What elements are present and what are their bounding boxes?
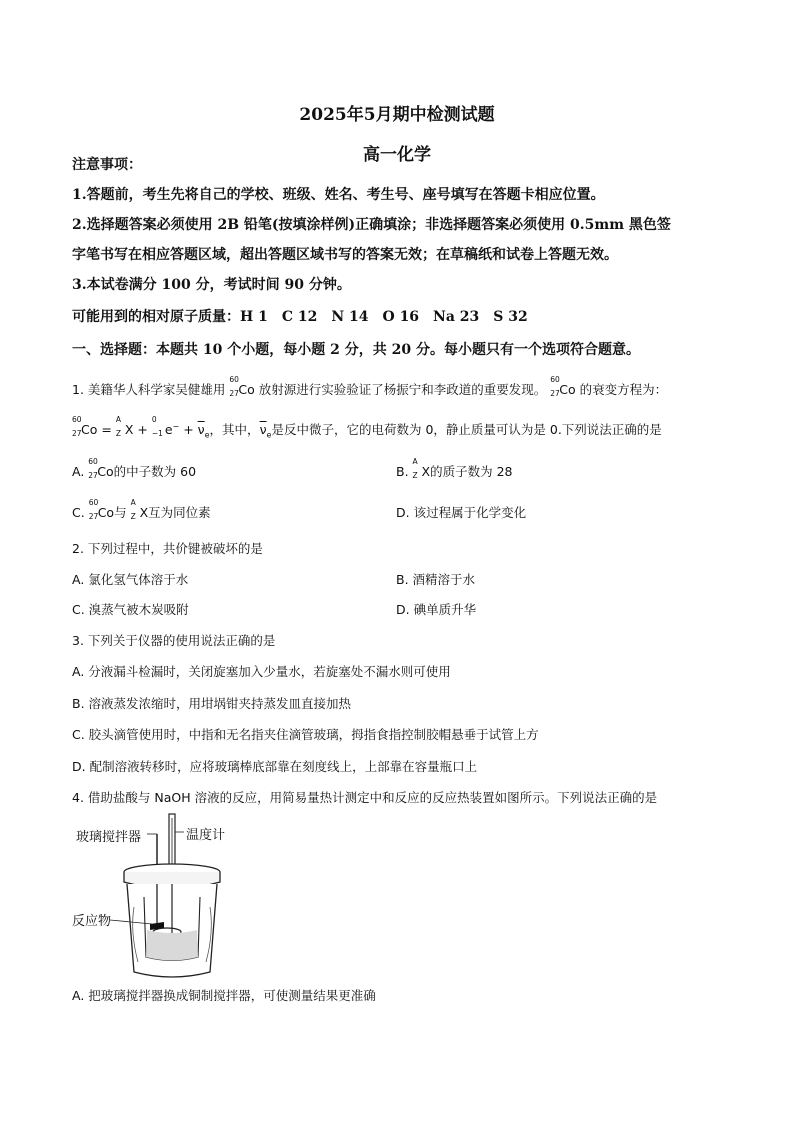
eq-co-atomic: 27 xyxy=(72,429,82,438)
stirrer-label: 玻璃搅拌器 xyxy=(76,830,142,845)
q1-option-a[interactable] xyxy=(72,457,197,480)
eq-e-atomic: −1 xyxy=(151,429,163,438)
thermometer-label: 温度计 xyxy=(186,828,226,843)
q1-c-x xyxy=(130,498,149,521)
q1-c-co-atomic: 27 xyxy=(88,512,99,521)
q1-option-c-label: C. xyxy=(72,505,89,520)
q1-c-x-symbol: X xyxy=(139,505,149,520)
q1-c-x-mass: A xyxy=(130,498,136,507)
q1-b-x-mass: A xyxy=(412,457,418,466)
q1-option-c-mid: 与 xyxy=(114,505,127,520)
q1-a-co-atomic: 27 xyxy=(88,471,98,480)
eq-x xyxy=(115,415,134,438)
q2-option-a[interactable]: A. 氯化氢气体溶于水 xyxy=(72,572,189,587)
q1-option-b-label: B. xyxy=(396,464,413,479)
q3-option-a[interactable]: A. 分液漏斗检漏时，关闭旋塞加入少量水，若旋塞处不漏水则可使用 xyxy=(72,664,451,679)
notice-item-3: 3.本试卷满分 100 分，考试时间 90 分钟。 xyxy=(72,277,351,293)
exam-title: 2025年5月期中检测试题 xyxy=(299,105,495,125)
notice-item-1: 1.答题前，考生先将自己的学校、班级、姓名、考生号、座号填写在答题卡相应位置。 xyxy=(72,187,605,203)
notice-heading: 注意事项： xyxy=(72,157,142,173)
q1-line2-mid: ，其中， xyxy=(209,422,260,437)
q1-b-x-symbol: X xyxy=(421,464,431,479)
q1-c-co xyxy=(88,498,115,521)
eq-antineutrino-sub: e xyxy=(204,430,210,440)
antineutrino-sub: e xyxy=(266,430,272,440)
q1-c-co-symbol: Co xyxy=(97,505,115,520)
q1-option-a-text: 的中子数为 60 xyxy=(113,464,197,479)
q2-option-d[interactable]: D. 碘单质升华 xyxy=(396,602,477,617)
subject-title: 高一化学 xyxy=(363,145,431,165)
co-nuclide-2 xyxy=(550,375,576,398)
q3-option-c[interactable]: C. 胶头滴管使用时，中指和无名指夹住滴管玻璃，拇指食指控制胶帽悬垂于试管上方 xyxy=(72,727,539,742)
q2-option-c[interactable]: C. 溴蒸气被木炭吸附 xyxy=(72,602,189,617)
co-symbol-2: Co xyxy=(559,382,576,397)
q1-c-co-mass: 60 xyxy=(88,498,99,507)
eq-electron xyxy=(151,415,173,438)
eq-co-symbol: Co xyxy=(81,422,98,437)
section-1-heading: 一、选择题：本题共 10 个小题，每小题 2 分，共 20 分。每小题只有一个选项符合题意。 xyxy=(72,342,640,358)
co-atomic-number: 27 xyxy=(229,389,239,398)
q1-a-co xyxy=(88,457,114,480)
q1-a-co-mass: 60 xyxy=(88,457,98,466)
q1-option-d[interactable]: D. 该过程属于化学变化 xyxy=(396,505,527,520)
eq-x-symbol: X xyxy=(124,422,134,437)
co-mass-number-2: 60 xyxy=(550,375,560,384)
q4-stem: 4. 借助盐酸与 NaOH 溶液的反应，用简易量热计测定中和反应的反应热装置如图所示。下列说法正确的是 xyxy=(72,790,658,805)
eq-x-atomic: Z xyxy=(115,429,121,438)
q1-stem-line-1 xyxy=(72,375,668,398)
q3-stem: 3. 下列关于仪器的使用说法正确的是 xyxy=(72,633,276,648)
q1-option-a-label: A. xyxy=(72,464,89,479)
calorimeter-figure xyxy=(72,812,252,982)
q1-option-b[interactable] xyxy=(396,457,513,480)
q1-a-co-symbol: Co xyxy=(97,464,114,479)
q4-option-a[interactable]: A. 把玻璃搅拌器换成铜制搅拌器，可使测量结果更准确 xyxy=(72,988,376,1003)
eq-plus-1: + xyxy=(133,422,152,437)
q1-stem-c: 的衰变方程为： xyxy=(579,382,668,397)
q1-stem-line-2 xyxy=(72,415,662,440)
atomic-masses: 可能用到的相对原子质量：H 1 C 12 N 14 O 16 Na 23 S 32 xyxy=(72,309,528,325)
eq-co xyxy=(72,415,98,438)
reactant-label: 反应物 xyxy=(72,914,112,929)
eq-e-mass: 0 xyxy=(151,415,157,424)
q1-b-x xyxy=(412,457,431,480)
q1-option-c-text: 互为同位素 xyxy=(148,505,211,520)
eq-plus-2: + xyxy=(179,422,198,437)
q1-line2-end: 是反中微子，它的电荷数为 0，静止质量可认为是 0.下列说法正确的是 xyxy=(271,422,662,437)
co-symbol: Co xyxy=(238,382,255,397)
q1-c-x-atomic: Z xyxy=(130,512,136,521)
q1-b-x-atomic: Z xyxy=(412,471,418,480)
q3-option-b[interactable]: B. 溶液蒸发浓缩时，用坩埚钳夹持蒸发皿直接加热 xyxy=(72,696,352,711)
co-nuclide xyxy=(229,375,255,398)
eq-e-charge: − xyxy=(172,421,180,431)
q1-stem-a: 1. 美籍华人科学家吴健雄用 xyxy=(72,382,226,397)
eq-equals: = xyxy=(97,422,116,437)
eq-x-mass: A xyxy=(115,415,121,424)
q1-option-b-text: 的质子数为 28 xyxy=(430,464,513,479)
eq-co-mass: 60 xyxy=(72,415,82,424)
notice-item-2-line-1: 2.选择题答案必须使用 2B 铅笔(按填涂样例)正确填涂；非选择题答案必须使用 0.5mm 黑色签 xyxy=(72,217,671,233)
co-atomic-number-2: 27 xyxy=(550,389,560,398)
q2-option-b[interactable]: B. 酒精溶于水 xyxy=(396,572,476,587)
eq-antineutrino: $\overline{\nu}$ xyxy=(197,422,205,437)
q3-option-d[interactable]: D. 配制溶液转移时，应将玻璃棒底部靠在刻度线上，上部靠在容量瓶口上 xyxy=(72,759,478,774)
antineutrino-symbol: $\overline{\nu}$ xyxy=(259,422,267,437)
notice-item-2-line-2: 字笔书写在相应答题区域，超出答题区域书写的答案无效；在草稿纸和试卷上答题无效。 xyxy=(72,247,618,263)
co-mass-number: 60 xyxy=(229,375,239,384)
eq-e-symbol: e xyxy=(164,422,173,437)
q2-stem: 2. 下列过程中，共价键被破坏的是 xyxy=(72,541,263,556)
q1-stem-b: 放射源进行实验验证了杨振宁和李政道的重要发现。 xyxy=(258,382,547,397)
q1-option-c[interactable] xyxy=(72,498,211,521)
